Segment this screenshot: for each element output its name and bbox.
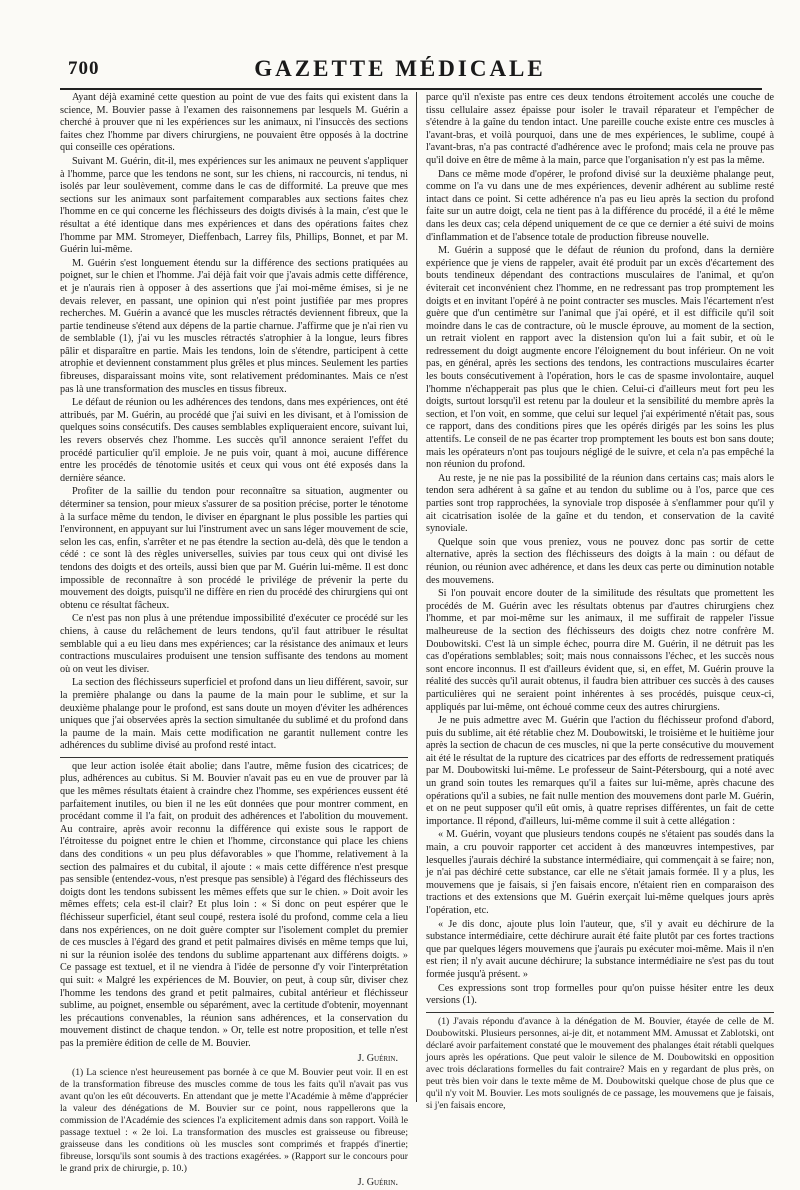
journal-title: GAZETTE MÉDICALE	[254, 56, 546, 81]
left-paragraph-1: Ayant déjà examiné cette question au point de vue des faits qui existent dans la science, M. Bouvier passe à l'examen des raisonnemens par lesquels M. Guérin a cherché à prouver que ni les expériences sur les animaux, ni l'insuccès des sections faites chez l'homme par divers chirurgiens, ne pouvaient être opposés à la doctrine qui conseille ces opérations.	[60, 92, 408, 154]
left-paragraph-2: Suivant M. Guérin, dit-il, mes expériences sur les animaux ne peuvent s'appliquer à l'homme, parce que les tendons ne sont, sur les chiens, ni raccourcis, ni tendus, ni isolés par leur soulèvement, comme dans le cas de difformité. La preuve que mes sections sur les animaux sont parfaitement comparables aux sections faites chez l'homme en ce qui concerne les fléchisseurs des doigts divisés à la main, c'est que le résultat a été identique dans mes expériences et dans des opérations faites chez l'homme par MM. Stromeyer, Dieffenbach, Larrey fils, Phillips, Bonnet, et par M. Guérin lui-même.	[60, 155, 408, 256]
left-paragraph-4: Le défaut de réunion ou les adhérences des tendons, dans mes expériences, ont été attribués, par M. Guérin, au procédé que j'ai suivi en les divisant, et à l'omission de quelques soins consécutifs. Des causes semblables expliqueraient encore, suivant lui, les revers observés chez l'homme. Les succès qu'il annonce seraient l'effet du procédé particulier qu'il emploie. Je ne puis voir, quant à moi, aucune différence entre les procédés de ténotomie usités et ceux qui vous ont été exposés dans la dernière séance.	[60, 397, 408, 484]
right-paragraph-10: Ces expressions sont trop formelles pour qu'on puisse hésiter entre les deux versions (1).	[426, 982, 774, 1007]
right-quote-2: « Je dis donc, ajoute plus loin l'auteur, que, s'il y avait eu déchirure de la substance intermédiaire, cette déchirure aurait été faite plutôt par ces fortes tractions que par quelques légers mouvemens que j'aurais pu exécuter moi-même. Mais il n'en est rien; il n'y avait aucune déchirure; la substance intermédiaire ne s'est pas du tout formée jusqu'à présent. »	[426, 918, 774, 980]
signature: J. Guérin.	[357, 1052, 398, 1064]
right-paragraph-4: Au reste, je ne nie pas la possibilité de la réunion dans certains cas; mais alors le tendon sera adhérent à sa gaîne et au tendon du sublime ou à l'os, parce que ces parties sont trop rapprochées, la synoviale trop disposée à s'enflammer pour qu'il y ait cicatrisation isolée de la gaîne et du tendon, et conservation de la cavité synoviale.	[426, 472, 774, 535]
right-paragraph-2: Dans ce même mode d'opérer, le profond divisé sur la deuxième phalange peut, comme on l'a vu dans une de mes expériences, devenir adhérent au sublime resté intact dans ce point. Si cette adhérence n'a pas eu lieu après la section du profond faite sur un autre doigt, cela ne tient pas à la différence du procédé, il a été le même dans les deux cas; cela dépend uniquement de ce que ce dernier a été suivi de moins d'inflammation et de l'absence totale de production fibreuse nouvelle.	[426, 168, 774, 243]
left-paragraph-7: La section des fléchisseurs superficiel et profond dans un lieu différent, savoir, sur la première phalange ou dans la paume de la main pour le sublime, et sur la deuxième phalange pour le profond, est sans doute un moyen d'éviter les adhérences uniques que j'ai observées après la section simultanée du sublimé et du profond dans la paume de la main. Mais cette modification ne garantit nullement contre les adhérences du sublime divisé au profond resté intact.	[60, 677, 408, 752]
right-paragraph-5: Quelque soin que vous preniez, vous ne pouvez donc pas sortir de cette alternative, après la section des fléchisseurs des doigts à la main : ou défaut de réunion, ou réunion avec adhérence, et dans les deux cas perte ou diminution notable des mouvemens.	[426, 536, 774, 586]
left-paragraph-5: Profiter de la saillie du tendon pour reconnaître sa situation, augmenter ou déterminer sa tension, pour mieux s'assurer de sa position précise, porter le ténotome à la surface même du tendon, le diviser en épargnant le plus possible les parties qui l'environnent, en appuyant sur lui l'instrument avec un sans léger mouvement de scie, selon les cas, enfin, s'arrêter et ne pas étendre la section au-delà, dès que le tendon a cédé : ce sont là des règles universelles, suivies par tous ceux qui ont divisé les tendons des doigts et des orteils, aussi bien que par M. Guérin lui-même. Il est donc impossible de reconnaître à son procédé le privilége de prévenir la perte du mouvement des doigts, puisqu'il ne diffère en rien du procédé des chirurgiens qui ont obtenu ce résultat fâcheux.	[60, 486, 408, 611]
right-footnote-text: (1) J'avais répondu d'avance à la dénégation de M. Bouvier, étayée de celle de M. Doubowitski. Plusieurs personnes, ai-je dit, et notamment MM. Amussat et Zablotski, ont déclaré avoir parfaitement constaté que le mouvement des phalanges était rétabli quelques jours après les opérations. Que peut valoir le silence de M. Doubowitski en opposition avec trois déclarations formelles du fait contraire? Mais en y regardant de plus près, on peut très bien voir dans le texte même de M. Doubowitski quelque chose de plus que ce qu'il n'y voit M. Bouvier. Les mots soulignés de ce passage, les mouvemens que je faisais, si j'en faisais encore,	[426, 1015, 774, 1111]
footnote-signature: J. Guérin.	[357, 1177, 398, 1189]
right-paragraph-1: parce qu'il n'existe pas entre ces deux tendons étroitement accolés une couche de tissu cellulaire assez épaisse pour isoler le travail réparateur et l'empêcher de s'étendre à la gaîne du tendon intact. Une pareille couche existe entre ces muscles à l'avant-bras, et voilà pourquoi, dans une de mes expériences, le sublime, coupé à l'avant-bras, n'a pas contracté d'adhérence avec le profond; mais cela ne prouve pas qu'il doive en être de même à la main, parce que l'organisation n'y est pas la même.	[426, 92, 774, 166]
right-paragraph-6: Si l'on pouvait encore douter de la similitude des résultats que promettent les procédés de M. Guérin avec les résultats obtenus par d'autres chirurgiens chez l'homme, et par moi-même sur les animaux, il me suffirait de rappeler l'issue malheureuse de la section des fléchisseurs des doigts chez notre confrère M. Doubowitski. C'est là un simple échec, pourra dire M. Guérin, il ne détruit pas les cas d'opérations semblables; soit; mais nous connaissons l'échec, et les succès nous sont encore inconnus. Il est d'ailleurs évident que, si, en effet, M. Guérin prouve la réalité des succès qu'il aurait obtenus, il faudra bien attribuer ces succès à des causes particulières qui ne seraient point inhérentes à ses procédés, puisque ceux-ci, appliqués par lui-même, ont échoué comme ceux des autres chirurgiens.	[426, 588, 774, 713]
left-paragraph-3: M. Guérin s'est longuement étendu sur la différence des sections pratiquées au poignet, sur le chien et l'homme. J'ai déjà fait voir que j'avais admis cette différence, et je n'aurais rien à opposer à des assertions que j'ai moi-même émises, si je ne devais relever, en passant, une opinion qui n'est point justifiée par mes propres recherches. M. Guérin a avancé que les muscles rétractés deviennent fibreux, que la partie tendineuse s'étend aux dépens de la partie charnue. J'affirme que je n'ai rien vu de semblable (1), j'ai vu les muscles rétractés s'atrophier à la longue, leurs fibres pâlir et disparaître en partie. Mais les tendons, loin de s'étendre, participent à cette atrophie et deviennent constamment plus grêles et plus minces. Seulement les parties fibreuses, disparaissant moins vite, sont relativement prédominantes. Mais ce n'est pas là une transformation des muscles en tissus fibreux.	[60, 257, 408, 395]
left-footnote-text: (1) La science n'est heureusement pas bornée à ce que M. Bouvier peut voir. Il en est de la transformation fibreuse des muscles comme de tous les faits qu'il n'avait pas vus avant qu'on les eût découverts. En attendant que je mette l'Académie à même d'apprécier la valeur des dénégations de M. Bouvier sur ce point, nous rappellerons que la commission de l'Académie des sciences l'a explicitement admis dans son rapport. Voilà le passage textuel : « 2e loi. La transformation des muscles est graisseuse ou fibreuse; graisseuse dans les conditions où les muscles sont comprimés et frappés d'inertie; fibreuse, lorsqu'ils sont soumis à des tractions exagérées. » (Rapport sur le concours pour le grand prix de chirurgie, p. 10.)	[60, 1067, 408, 1175]
right-footnote	[426, 1016, 774, 1112]
left-paragraph-6: Ce n'est pas non plus à une prétendue impossibilité d'exécuter ce procédé sur les chiens, à cause du relâchement de leurs tendons, qu'il faut attribuer le résultat semblable qui a eu lieu dans mes expériences; car la résistance des animaux et leurs contractions musculaires produisent une tension suffisante des tendons au moment où on veut les diviser.	[60, 613, 408, 675]
right-paragraph-7: Je ne puis admettre avec M. Guérin que l'action du fléchisseur profond d'abord, puis du sublime, ait été rétablie chez M. Doubowitski, le troisième et le huitième jour après la section de chacun de ces muscles, ni que la perte consécutive du mouvement ait été le résultat de la rupture des cicatrices par des efforts de redressement pratiqués par M. Doubowitski lui-même. Le professeur de Saint-Pétersbourg, qui a noté avec un grand soin toutes les remarques qu'il a faites sur lui-même, après chacune des opérations qu'il a subies, ne fait nulle mention des mouvemens dont parle M. Guérin, et on ne peut supposer qu'il eût omis, à quatre reprises différentes, un fait de cette importance. Il répond, d'ailleurs, lui-même comme il suit à cette allégation :	[426, 715, 774, 827]
page-number: 700	[68, 58, 100, 79]
section-divider	[60, 757, 408, 758]
right-paragraph-3: M. Guérin a supposé que le défaut de réunion du profond, dans la dernière expérience que je viens de rappeler, avait été produit par un excès d'écartement des bouts tendineux dépendant des contractions musculaires de l'animal, et qu'on éviterait cet inconvénient chez l'homme, en ne redressant pas trop promptement les doigts et en invitant l'opéré à ne point contracter ses muscles. Mais l'écartement n'est guère que d'un centimètre sur l'animal que j'ai opéré, et il est difficile qu'il soit moindre dans le cas de contracture, où le muscle éprouve, au moment de la section, un retrait violent en rapport avec la distension qu'on lui a fait subir, et où le redressement du doigt augmente encore l'éloignement du bout inférieur. On ne voit pas, en général, après les sections des tendons, les contractions musculaires écarter les bouts consécutivement à l'opération, hors le cas de spasme involontaire, auquel l'homme n'échapperait pas plus que le chien. Celui-ci d'ailleurs meut fort peu les doigts, surtout lorsqu'il est retenu par la douleur et la sensibilité du membre après la section, et l'on voit, en somme, que celui sur lequel j'ai expérimenté n'était pas, sous ce rapport, dans des conditions pires que les opérés dirigés par les soins les plus attentifs. Le conseil de ne pas écarter trop promptement les bouts est bon sans doute; mais les opérateurs n'ont pas toujours négligé de le suivre, et cela n'a pas empêché la non réunion du profond.	[426, 245, 774, 471]
footnote-divider	[426, 1012, 774, 1013]
left-column	[60, 92, 408, 1189]
header-rule	[60, 88, 762, 90]
left-footnote	[60, 1067, 408, 1175]
left-lower-paragraph-1: que leur action isolée était abolie; dans l'autre, même fusion des cicatrices; de plus, adhérences au cubitus. Si M. Bouvier n'avait pas eu en vue de prouver par là que les mêmes résultats étaient à craindre chez l'homme, ses expériences eussent été parfaitement inutiles, ou bien il ne les eût données que pour montrer comment, en procédant comme il l'a fait, on produit des adhérences et l'abolition du mouvement. Au contraire, après avoir reconnu la différence qui existe sous le rapport de l'étroitesse du poignet entre le chien et l'homme, circonstance qui place les chiens dans des conditions « un peu plus défavorables » que l'homme, relativement à la section des palmaires et du cubital, il ajoute : « mais cette différence n'est presque pas sensible (entendez-vous, n'est presque pas sensible) à l'égard des fléchisseurs des doigts dont les tendons subissent les mêmes effets que sur le chien. » Doit avoir les mêmes effets; cela est-il clair? Et plus loin : « Si donc on peut espérer que le fléchisseur superficiel, étant seul coupé, restera isolé du profond, comme cela a lieu dans nos expériences, on ne doit guère compter sur l'isolement complet du premier de ces muscles à l'égard des grand et petit palmaires divisés en même temps que lui, ni sur la réunion isolée des tendons du sublime appartenant aux différens doigts. » Ce passage est textuel, et il ne viendra à l'idée de personne d'y voir l'interprétation qui suit: « Malgré les expériences de M. Bouvier, on peut, à coup sûr, diviser chez l'homme les tendons des grand et petit palmaires, cubital antérieur et fléchisseur sublime, au poignet, ensemble ou séparément, avec la certitude d'obtenir, moyennant les précautions convenables, la réunion sans adhérences, et la conservation du mouvement distinct de chaque tendon. » Or, telle est notre proposition, et telle n'est pas la première édition de celle de M. Bouvier.	[60, 760, 408, 1049]
right-quote-1: « M. Guérin, voyant que plusieurs tendons coupés ne s'étaient pas soudés dans la main, a cru pouvoir rapporter cet accident à des manœuvres intempestives, par lesquelles j'aurais déchiré la substance intermédiaire, qui commençait à se faire; non, je n'ai pas déchiré cette substance, car elle ne s'était jamais formée. Il y a plus, les mouvemens que je faisais, si j'en faisais encore, n'étaient rien en comparaison des tractions et des extensions que M. Guérin exerçait lui-même quelques jours après l'opération, etc.	[426, 829, 774, 916]
column-divider	[416, 92, 417, 1102]
right-column	[426, 92, 774, 1111]
